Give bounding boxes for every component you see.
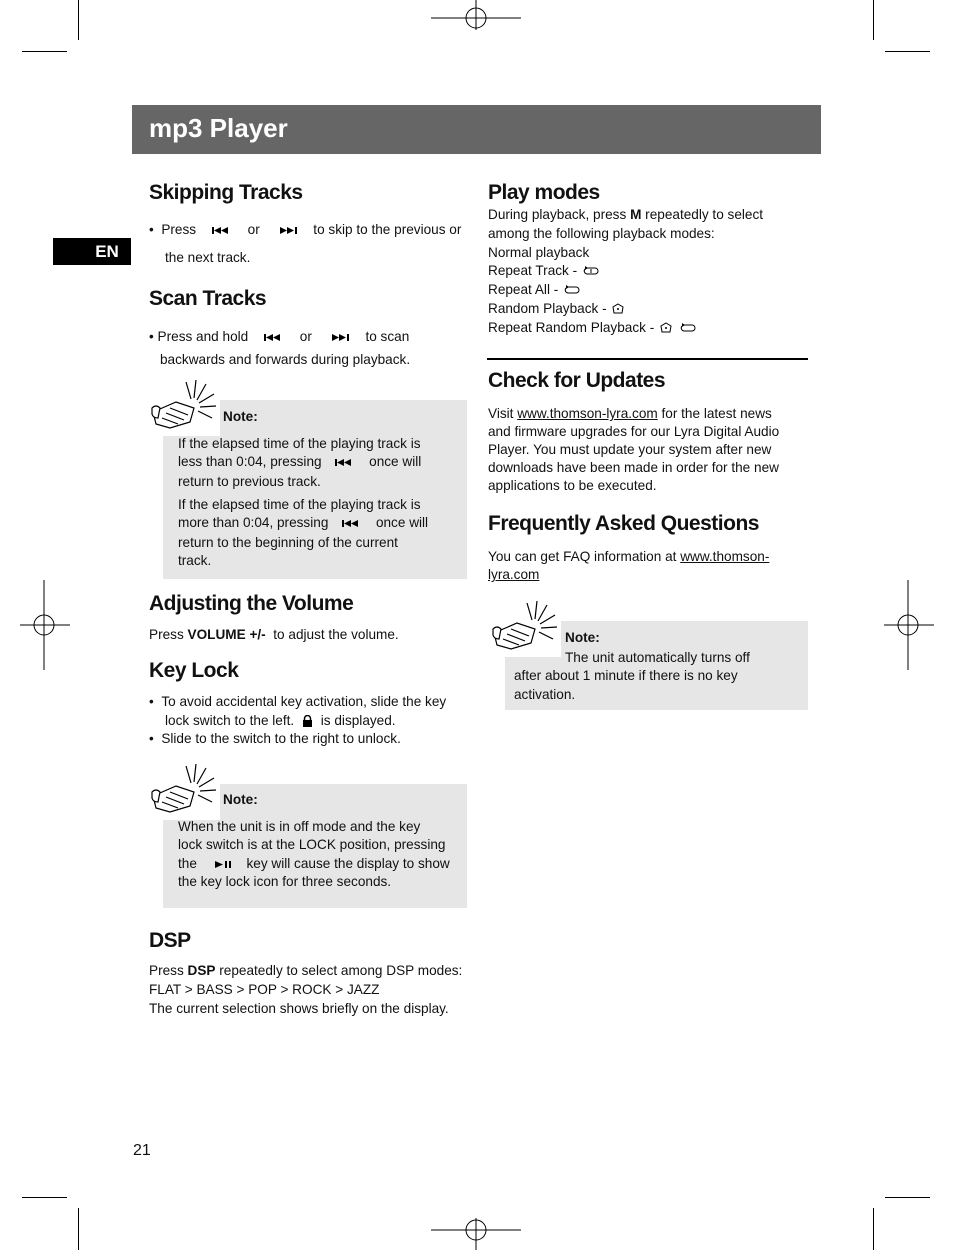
note-text: The unit automatically turns off xyxy=(565,650,750,665)
note-text: track. xyxy=(178,553,212,568)
next-track-icon xyxy=(330,333,350,342)
scan-line-1: • Press and hold or to scan xyxy=(149,329,410,344)
section-title-updates: Check for Updates xyxy=(488,369,666,392)
updates-line-1: Visit www.thomson-lyra.com for the latest news xyxy=(488,406,772,421)
registration-mark-right xyxy=(884,580,934,670)
skipping-line-2: the next track. xyxy=(165,250,251,265)
section-title-dsp: DSP xyxy=(149,929,191,952)
thomson-lyra-link[interactable]: www.thomson-lyra.com xyxy=(517,406,658,421)
note-text: less than 0:04, pressing once will xyxy=(178,454,422,469)
note-text: return to the beginning of the current xyxy=(178,535,398,550)
crop-mark xyxy=(22,1197,67,1198)
note-hand-icon xyxy=(150,762,220,820)
registration-mark-left xyxy=(20,580,70,670)
faq-link-cont[interactable]: lyra.com xyxy=(488,567,540,582)
section-title-skipping: Skipping Tracks xyxy=(149,181,303,204)
note-text: more than 0:04, pressing once will xyxy=(178,515,429,530)
section-title-scan: Scan Tracks xyxy=(149,287,267,310)
language-tab: EN xyxy=(53,238,131,265)
skipping-line-1: • Press or to skip to the previous or xyxy=(149,222,462,237)
lock-icon xyxy=(302,715,313,727)
shuffle-icon xyxy=(660,322,672,334)
volume-line: Press VOLUME +/- to adjust the volume. xyxy=(149,627,399,642)
playmode-normal: Normal playback xyxy=(488,245,590,260)
previous-track-icon xyxy=(264,333,284,342)
playmodes-line-2: among the following playback modes: xyxy=(488,226,715,241)
section-divider xyxy=(487,358,808,360)
faq-line-1: You can get FAQ information at www.thomson- xyxy=(488,549,770,564)
note-text: When the unit is in off mode and the key xyxy=(178,819,421,834)
crop-mark xyxy=(78,0,79,40)
repeat-one-icon xyxy=(583,265,599,277)
note-label: Note: xyxy=(223,792,258,807)
note-text: activation. xyxy=(514,687,576,702)
crop-mark xyxy=(885,1197,930,1198)
playmode-repeat-random: Repeat Random Playback - xyxy=(488,319,698,338)
scan-line-2: backwards and forwards during playback. xyxy=(160,352,411,367)
keylock-bullet-1-cont: lock switch to the left. is displayed. xyxy=(165,713,396,728)
playmodes-line-1: During playback, press M repeatedly to select xyxy=(488,207,764,222)
faq-link[interactable]: www.thomson- xyxy=(680,549,770,564)
next-track-icon xyxy=(278,226,298,235)
updates-line-5: applications to be executed. xyxy=(488,478,657,493)
crop-mark xyxy=(873,0,874,40)
previous-track-icon xyxy=(212,226,232,235)
note-text: If the elapsed time of the playing track is xyxy=(178,497,421,512)
header-bar xyxy=(132,105,821,154)
note-text: the key will cause the display to show xyxy=(178,856,450,871)
note-text: after about 1 minute if there is no key xyxy=(514,668,738,683)
registration-mark-bottom xyxy=(431,1210,521,1250)
note-hand-icon xyxy=(150,378,220,436)
note-text: the key lock icon for three seconds. xyxy=(178,874,392,889)
note-text: return to previous track. xyxy=(178,474,321,489)
dsp-line-3: The current selection shows briefly on the display. xyxy=(149,1001,449,1016)
section-title-playmodes: Play modes xyxy=(488,181,600,204)
playmode-random: Random Playback - xyxy=(488,300,626,319)
note-hand-icon xyxy=(491,599,561,657)
crop-mark xyxy=(885,51,930,52)
play-pause-icon xyxy=(213,860,233,869)
note-text: lock switch is at the LOCK position, pressing xyxy=(178,837,446,852)
repeat-all-icon xyxy=(680,322,696,334)
playmode-repeat-track: Repeat Track - xyxy=(488,262,601,281)
page-number: 21 xyxy=(133,1142,151,1159)
keylock-bullet-1: • To avoid accidental key activation, slide the key xyxy=(149,694,447,709)
note-label: Note: xyxy=(565,630,600,645)
registration-mark-top xyxy=(431,0,521,40)
keylock-bullet-2: • Slide to the switch to the right to unlock. xyxy=(149,731,401,746)
section-title-volume: Adjusting the Volume xyxy=(149,592,354,615)
section-title-faq: Frequently Asked Questions xyxy=(488,512,759,535)
note-label: Note: xyxy=(223,409,258,424)
note-text: If the elapsed time of the playing track is xyxy=(178,436,421,451)
updates-line-2: and firmware upgrades for our Lyra Digital Audio xyxy=(488,424,780,439)
shuffle-icon xyxy=(612,303,624,315)
previous-track-icon xyxy=(342,519,362,528)
previous-track-icon xyxy=(335,458,355,467)
section-title-keylock: Key Lock xyxy=(149,659,239,682)
dsp-modes: FLAT > BASS > POP > ROCK > JAZZ xyxy=(149,982,380,997)
updates-line-4: downloads have been made in order for the new xyxy=(488,460,779,475)
crop-mark xyxy=(78,1208,79,1250)
repeat-all-icon xyxy=(564,284,580,296)
crop-mark xyxy=(873,1208,874,1250)
playmode-repeat-all: Repeat All - xyxy=(488,281,582,300)
crop-mark xyxy=(22,51,67,52)
updates-line-3: Player. You must update your system after new xyxy=(488,442,772,457)
dsp-line-1: Press DSP repeatedly to select among DSP modes: xyxy=(149,963,463,978)
page-title: mp3 Player xyxy=(149,113,288,143)
